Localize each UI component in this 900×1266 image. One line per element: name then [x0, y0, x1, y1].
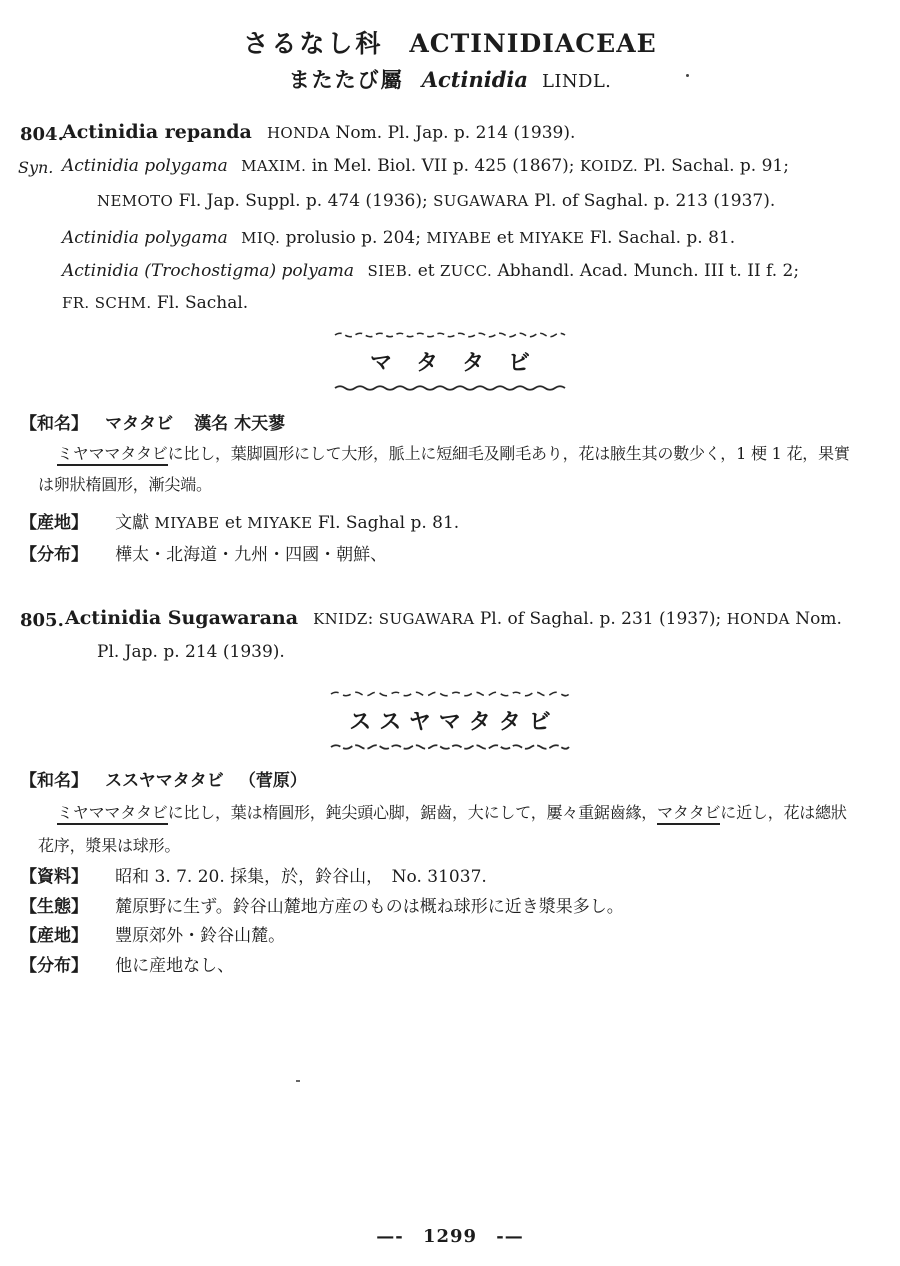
family-title-line [0, 24, 900, 60]
citation-text: Fl. Sachal. p. 81. [584, 228, 736, 248]
citation-804 [267, 123, 575, 143]
author-name: ZUCC. [440, 262, 493, 280]
entry-805-number: 805. [20, 610, 64, 631]
section-label-wamei: 【和名】 [20, 414, 88, 434]
section-label-sanchi: 【産地】 [20, 926, 88, 946]
wavy-rule-top [330, 690, 570, 698]
section-label-wamei: 【和名】 [20, 771, 88, 791]
heading-kana-text: マタタビ [369, 351, 554, 376]
sanchi-line-805 [20, 921, 285, 946]
section-label-bunpu: 【分布】 [20, 545, 88, 565]
genus-name-japanese: またたび屬 [288, 68, 404, 92]
section-label-bunpu: 【分布】 [20, 956, 88, 976]
author-name: MIQ. [241, 229, 281, 247]
section-label-sanchi: 【産地】 [20, 513, 88, 533]
synonym-line-2 [97, 191, 775, 211]
name-attribution: （菅原） [238, 771, 307, 791]
vernacular-name: ススヤマタタビ [105, 771, 224, 791]
author-name: MIYABE [426, 229, 492, 247]
synonym-line-1 [62, 156, 789, 176]
genus-author: LINDL. [541, 71, 612, 92]
author-name: HONDA [726, 610, 790, 628]
chinese-name: 漢名 木天蓼 [194, 414, 286, 434]
author-name: NEMOTO [97, 192, 174, 210]
locality-text: 豐原郊外・鈴谷山麓。 [115, 926, 286, 946]
family-title-latin: ACTINIDIACEAE [409, 29, 657, 58]
species-name-804: Actinidia repanda [62, 121, 252, 143]
synonym-line-3 [62, 228, 735, 248]
description-line-1 [57, 441, 850, 464]
wavy-rule-top [334, 331, 566, 339]
genus-heading-line [0, 64, 900, 94]
synonym-binomial: Actinidia (Trochostigma) polyama [62, 261, 355, 281]
author-name: MIYAKE [247, 514, 313, 532]
vernacular-name: マタタビ [105, 414, 174, 434]
section-label-seitai: 【生態】 [20, 897, 88, 917]
citation-text: prolusio p. 204; [280, 228, 427, 248]
citation-text: Pl. Sachal. p. 91; [638, 156, 789, 176]
citation-text: Pl. of Saghal. p. 213 (1937). [528, 191, 776, 211]
author-name: FR. SCHM. [62, 294, 152, 312]
author-name: MAXIM. [241, 157, 307, 175]
specimen-data-text: 昭和 3. 7. 20. 採集，於，鈴谷山， No. 31037. [115, 867, 487, 887]
wamei-line-805 [20, 766, 307, 791]
citation-text: Nom. Pl. Jap. p. 214 (1939). [330, 123, 576, 143]
reference-word: 文獻 [115, 513, 155, 533]
synonym-line-4 [62, 261, 799, 281]
description-line-2: 花序，漿果は球形。 [38, 836, 181, 855]
genus-name-latin: Actinidia [421, 67, 528, 92]
heading-kana-text: ススヤマタタビ [349, 710, 559, 735]
description-text: に比し，葉脚圓形にして大形，脈上に短細毛及剛毛あり，花は腋生其の數少く，1 梗 1 花，果實 [167, 444, 850, 463]
family-title-japanese: さるなし科 [243, 29, 384, 58]
synonym-binomial: Actinidia polygama [62, 156, 228, 176]
sanchi-content [115, 513, 459, 533]
wamei-line-804 [20, 409, 285, 434]
citation-text: Fl. Sachal. [151, 293, 249, 313]
author-name: HONDA [266, 124, 331, 142]
synonym-binomial: Actinidia polygama [62, 228, 228, 248]
description-text: に近し，花は總狀 [720, 803, 847, 822]
citation-text: Abhandl. Acad. Munch. III t. II f. 2; [492, 261, 800, 281]
citation-text: in Mel. Biol. VII p. 425 (1867); [306, 156, 580, 176]
description-line-1 [57, 800, 847, 823]
author-name: SIEB. [367, 262, 413, 280]
distribution-text: 樺太・北海道・九州・四國・朝鮮、 [115, 545, 388, 565]
wavy-rule-bottom [334, 384, 566, 392]
vernacular-heading-susuyamatatabi [0, 690, 900, 751]
author-name: KOIDZ. [579, 157, 639, 175]
citation-text: et [412, 261, 440, 281]
vernacular-heading-matatabi [0, 331, 900, 392]
citation-text: et [219, 513, 248, 533]
scan-speck [686, 74, 689, 77]
citation-text: : [367, 609, 379, 629]
citation-text: et [491, 228, 520, 248]
citation-text: Nom. [789, 609, 842, 629]
author-name: MIYAKE [519, 229, 585, 247]
bunpu-line-805 [20, 951, 234, 976]
citation-text: Pl. of Saghal. p. 231 (1937); [474, 609, 727, 629]
shiryo-line-805 [20, 862, 487, 887]
species-name-805: Actinidia Sugawarana [65, 607, 299, 629]
description-line-2: は卵狀楕圓形，漸尖端。 [38, 475, 212, 494]
author-name: SUGAWARA [433, 192, 529, 210]
entry-804-name-line [62, 121, 575, 143]
section-label-shiryo: 【資料】 [20, 867, 88, 887]
citation-text: Fl. Jap. Suppl. p. 474 (1936); [173, 191, 434, 211]
citation-text: Fl. Saghal p. 81. [312, 513, 460, 533]
citation-805 [313, 609, 842, 629]
sanchi-line-804 [20, 508, 459, 533]
description-text: に比し，葉は楕圓形，鈍尖頭心脚，鋸齒，大にして，屢々重鋸齒緣， [167, 803, 658, 822]
synonym-label: Syn. [18, 158, 54, 177]
entry-805-name-line [65, 607, 842, 629]
author-name: SUGAWARA [378, 610, 475, 628]
referenced-species-underlined: ミヤママタタビ [57, 803, 168, 825]
footer-page-number: —- 1299 -— [376, 1226, 524, 1247]
author-name: MIYABE [154, 514, 220, 532]
author-name: KNIDZ [313, 610, 368, 628]
distribution-text: 他に産地なし、 [115, 956, 235, 976]
seitai-line-805 [20, 892, 624, 917]
referenced-species-underlined: ミヤママタタビ [57, 444, 168, 466]
citation-805-line-2: Pl. Jap. p. 214 (1939). [97, 642, 285, 662]
wavy-rule-bottom [330, 743, 570, 751]
entry-804-number: 804. [20, 124, 64, 145]
referenced-species-underlined: マタタビ [657, 803, 720, 825]
scan-speck [296, 1080, 300, 1082]
bunpu-line-804 [20, 540, 387, 565]
synonym-line-5 [62, 293, 248, 313]
ecology-text: 麓原野に生ず。鈴谷山麓地方産のものは概ね球形に近き漿果多し。 [115, 897, 624, 917]
